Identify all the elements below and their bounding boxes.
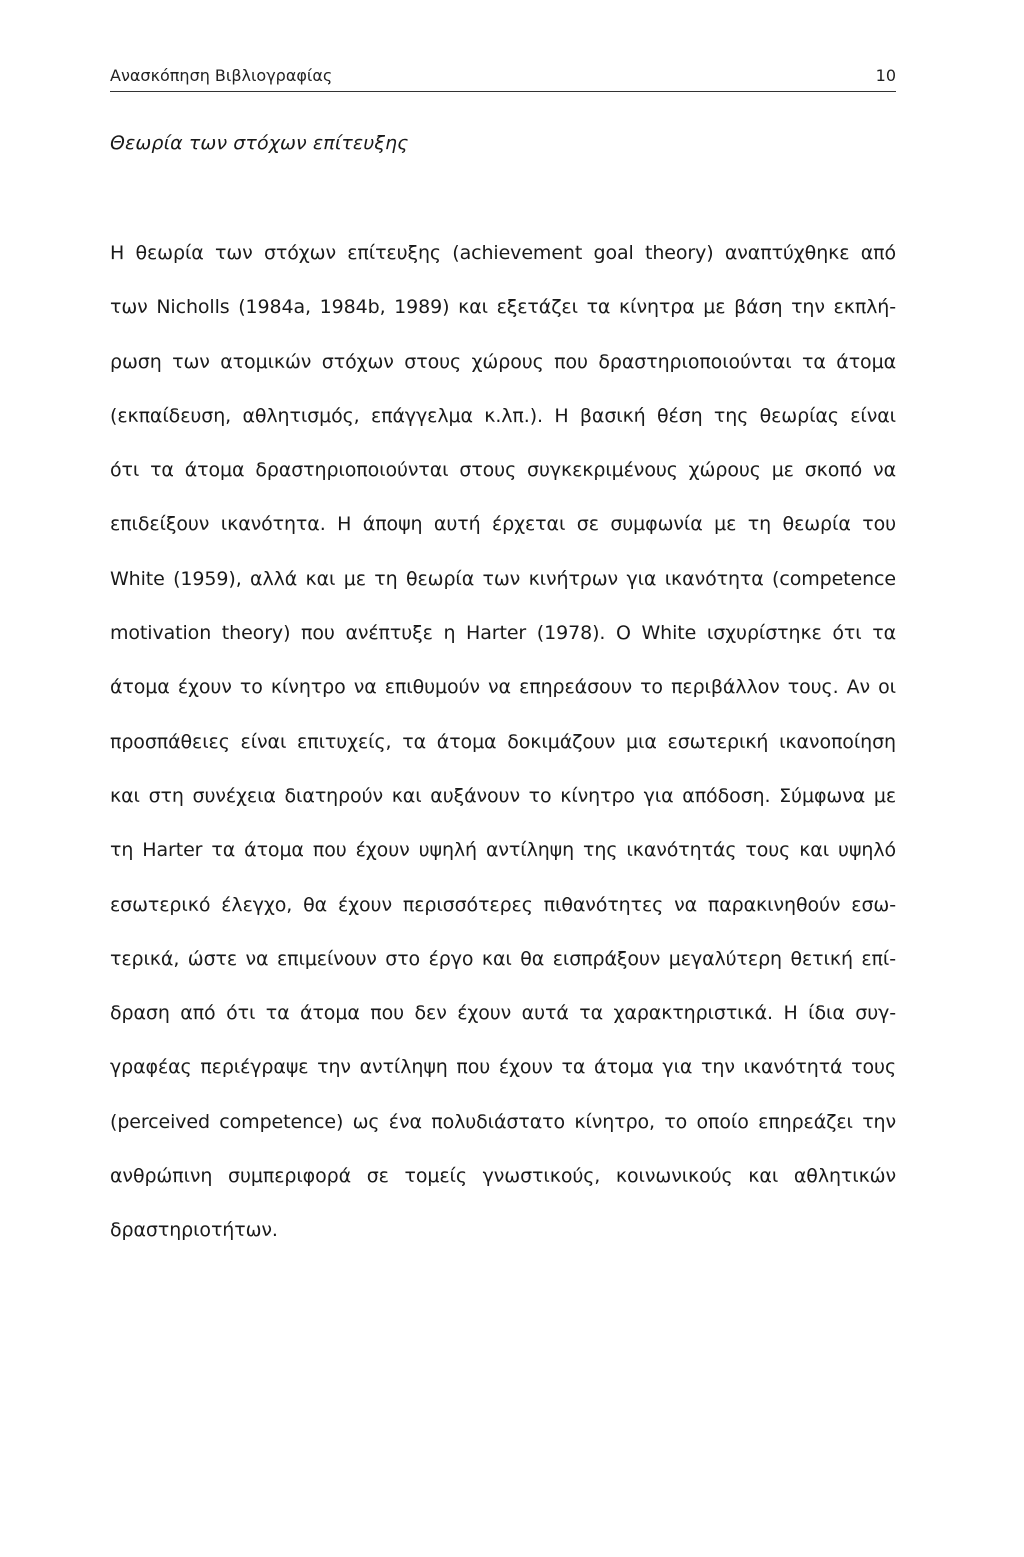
running-header bbox=[110, 62, 896, 92]
paragraph-line: των Nicholls (1984a, 1984b, 1989) και εξετάζει τα κίνητρα με βάση την εκπλή- bbox=[110, 296, 896, 319]
paragraph-line: (perceived competence) ως ένα πολυδιάστατο κίνητρο, το οποίο επηρεάζει την bbox=[110, 1110, 896, 1133]
body-paragraph bbox=[110, 226, 896, 1258]
paragraph-line: ανθρώπινη συμπεριφορά σε τομείς γνωστικούς, κοινωνικούς και αθλητικών bbox=[110, 1165, 896, 1188]
paragraph-line: ρωση των ατομικών στόχων στους χώρους που δραστηριοποιούνται τα άτομα bbox=[110, 350, 896, 373]
header-title: Ανασκόπηση Βιβλιογραφίας bbox=[110, 66, 333, 85]
paragraph-line: γραφέας περιέγραψε την αντίληψη που έχουν τα άτομα για την ικανότητά τους bbox=[110, 1056, 896, 1079]
paragraph-line: Η θεωρία των στόχων επίτευξης (achievement goal theory) αναπτύχθηκε από bbox=[110, 242, 896, 264]
paragraph-line: εσωτερικό έλεγχο, θα έχουν περισσότερες πιθανότητες να παρακινηθούν εσω- bbox=[110, 893, 896, 916]
paragraph-line: προσπάθειες είναι επιτυχείς, τα άτομα δοκιμάζουν μια εσωτερική ικανοποίηση bbox=[110, 730, 896, 753]
page-number: 10 bbox=[875, 66, 896, 85]
paragraph-line: (εκπαίδευση, αθλητισμός, επάγγελμα κ.λπ.). Η βασική θέση της θεωρίας είναι bbox=[110, 404, 896, 427]
paragraph-line: δραστηριοτήτων. bbox=[110, 1219, 278, 1242]
paragraph-line: επιδείξουν ικανότητα. Η άποψη αυτή έρχεται σε συμφωνία με τη θεωρία του bbox=[110, 513, 896, 536]
paragraph-line: άτομα έχουν το κίνητρο να επιθυμούν να επηρεάσουν το περιβάλλον τους. Αν οι bbox=[110, 676, 896, 699]
paragraph-line: ότι τα άτομα δραστηριοποιούνται στους συγκεκριμένους χώρους με σκοπό να bbox=[110, 459, 896, 482]
paragraph-line: White (1959), αλλά και με τη θεωρία των κινήτρων για ικανότητα (competence bbox=[110, 567, 896, 590]
paragraph-line: τερικά, ώστε να επιμείνουν στο έργο και θα εισπράξουν μεγαλύτερη θετική επί- bbox=[110, 947, 896, 970]
paragraph-line: motivation theory) που ανέπτυξε η Harter (1978). Ο White ισχυρίστηκε ότι τα bbox=[110, 622, 896, 645]
paragraph-line: δραση από ότι τα άτομα που δεν έχουν αυτά τα χαρακτηριστικά. Η ίδια συγ- bbox=[110, 1002, 896, 1025]
paragraph-line: και στη συνέχεια διατηρούν και αυξάνουν το κίνητρο για απόδοση. Σύμφωνα με bbox=[110, 784, 896, 807]
paragraph-line: τη Harter τα άτομα που έχουν υψηλή αντίληψη της ικανότητάς τους και υψηλό bbox=[110, 839, 896, 862]
section-title: Θεωρία των στόχων επίτευξης bbox=[110, 132, 409, 154]
